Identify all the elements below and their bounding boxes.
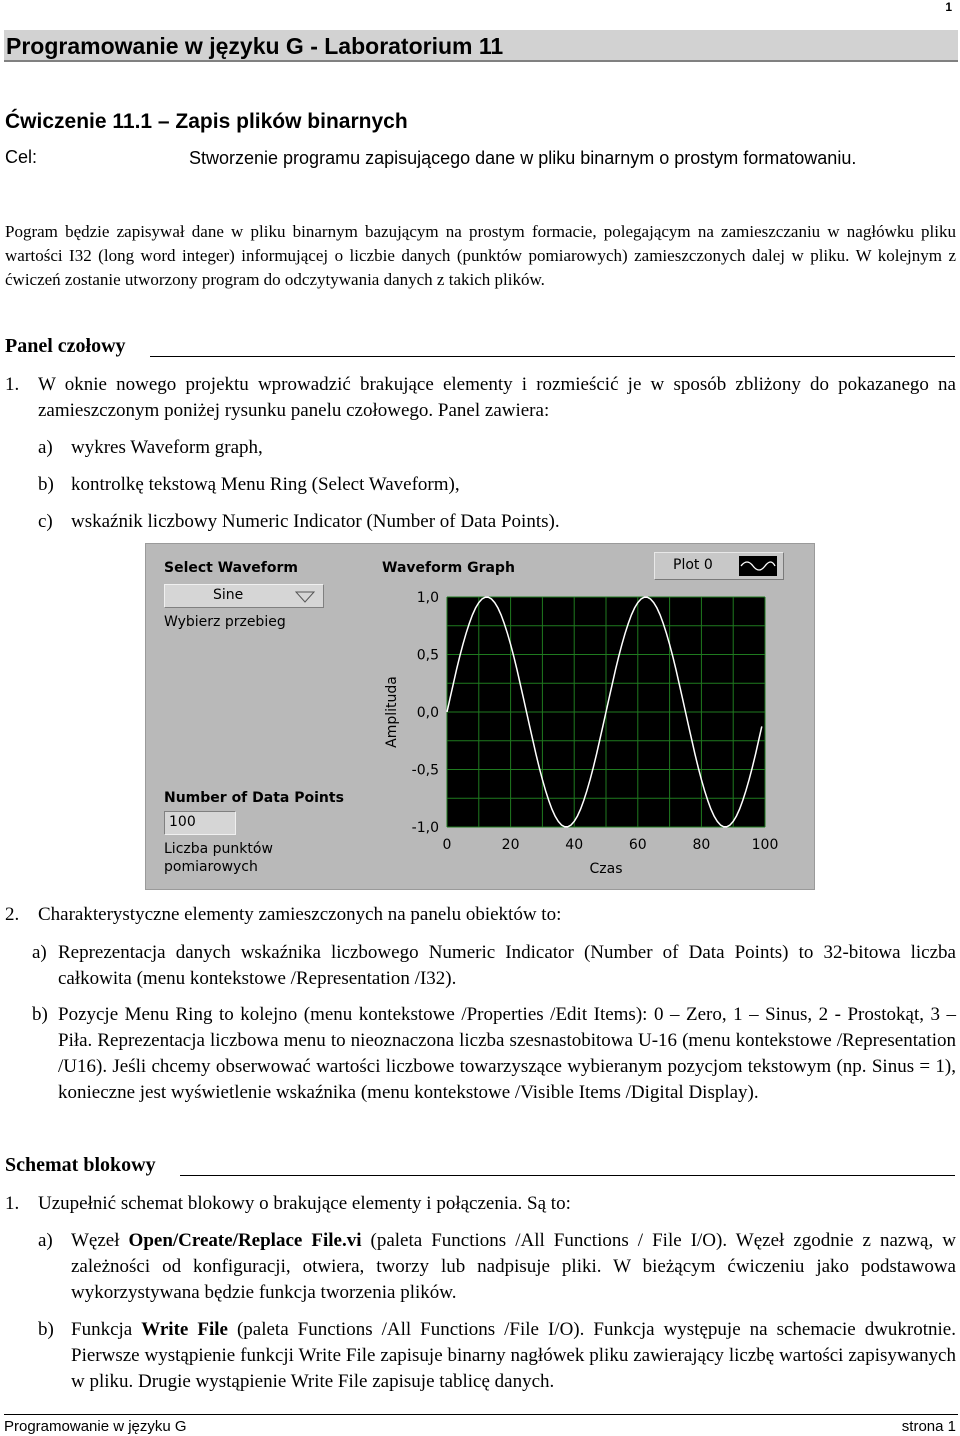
step1-text: W oknie nowego projektu wprowadzić brakujące elementy i rozmieścić je w sposób zbliżony do pokazanego na zamieszczonym poniżej rysunku panelu czołowego. Panel zawiera: <box>38 374 956 421</box>
list-item-label: a) <box>38 1230 53 1251</box>
numpoints-caption-1: Liczba punktów <box>164 841 273 857</box>
y-axis-label: Amplituda <box>384 676 400 748</box>
y-tick-label: -0,5 <box>411 762 439 779</box>
y-tick-label: 0,5 <box>416 647 439 664</box>
x-tick-label: 20 <box>501 837 520 853</box>
y-tick-label: 1,0 <box>416 590 439 606</box>
x-axis-label: Czas <box>589 861 623 877</box>
exercise-heading: Ćwiczenie 11.1 – Zapis plików binarnych <box>5 110 408 133</box>
x-tick-label: 100 <box>751 837 779 853</box>
list-item-label: c) <box>38 511 53 532</box>
list-item-label: b) <box>38 474 54 495</box>
list-item-text: kontrolkę tekstową Menu Ring (Select Waveform), <box>71 474 460 495</box>
list-item-text: Pozycje Menu Ring to kolejno (menu kontekstowe /Properties /Edit Items): 0 – Zero, 1 – Sinus, 2 - Prostokąt, 3 – Piła. Reprezentacja liczbowa menu to nieoznaczona liczba szesnastobitowa U-16 (menu kontekstowe /Representation /U16). Jeśli chcemy obserwować wartości liczbowe towarzyszące wybieranym pozycjom tekstowym (np. Sinus = 1), konieczne jest wyświetlenie wskaźnika (menu kontekstowe /Visible Items /Digital Display). <box>58 1004 956 1103</box>
item-b-pre: Funkcja <box>71 1319 142 1340</box>
list-item-label: b) <box>38 1319 54 1340</box>
y-tick-label: -1,0 <box>411 820 439 836</box>
legend-label: Plot 0 <box>673 557 713 573</box>
item-a-pre: Węzeł <box>71 1230 129 1251</box>
x-tick-label: 40 <box>565 837 584 853</box>
ring-caption: Wybierz przebieg <box>164 614 286 630</box>
x-tick-label: 60 <box>628 837 647 853</box>
list-item-text: wskaźnik liczbowy Numeric Indicator (Number of Data Points). <box>71 511 560 532</box>
list-item-text: wykres Waveform graph, <box>71 437 263 458</box>
waveform-graph-label: Waveform Graph <box>382 560 515 576</box>
waveform-menu-ring[interactable] <box>164 584 324 608</box>
x-tick-label: 0 <box>442 837 452 853</box>
block-diagram-heading-rule <box>180 1175 955 1176</box>
y-tick-label: 0,0 <box>416 705 439 721</box>
step1-number: 1. <box>5 374 20 395</box>
plot-legend[interactable] <box>654 552 784 580</box>
list-item-text: Reprezentacja danych wskaźnika liczbowego Numeric Indicator (Number of Data Points) to 32-bitowa liczba całkowita (menu kontekstowe /Representation /I32). <box>58 942 956 989</box>
list-item-label: a) <box>32 942 47 963</box>
block-diagram-heading: Schemat blokowy <box>5 1154 156 1176</box>
x-tick-label: 80 <box>692 837 711 853</box>
ring-dropdown-icon <box>295 591 315 603</box>
page-title: Programowanie w języku G - Laboratorium 11 <box>6 33 504 59</box>
footer-rule <box>4 1414 958 1415</box>
goal-text: Stworzenie programu zapisującego dane w pliku binarnym o prostym formatowaniu. <box>189 148 857 168</box>
waveform-graph <box>366 580 786 885</box>
item-b-post: (paleta Functions /All Functions /File I/O). Funkcja występuje na schemacie dwukrotnie. Pierwsze wystąpienie funkcji Write File zapisuje binarny nagłówek pliku zawierający liczbę wartości zapisywanych w pliku. Drugie wystąpienie Write File zapisuje tablicę danych. <box>71 1319 956 1392</box>
numpoints-caption-2: pomiarowych <box>164 859 258 875</box>
front-panel-heading: Panel czołowy <box>5 335 126 357</box>
item-b-bold: Write File <box>141 1319 228 1340</box>
list-item-text <box>71 1228 956 1306</box>
list-item-text <box>71 1317 956 1395</box>
numpoints-value: 100 <box>169 814 196 830</box>
front-panel-heading-rule <box>150 356 955 357</box>
numpoints-label: Number of Data Points <box>164 790 344 806</box>
legend-trace-icon <box>739 556 777 576</box>
intro-paragraph: Pogram będzie zapisywał dane w pliku binarnym bazującym na prostym formacie, polegającym na zamieszczaniu w nagłówku pliku wartości I32 (long word integer) informującej o liczbie danych (punktów pomiarowych) zamieszczonych dalej w pliku. W kolejnym z ćwiczeń zostanie utworzony program do odczytywania danych z takich plików. <box>5 222 956 289</box>
footer-right: strona 1 <box>901 1418 956 1435</box>
goal-label: Cel: <box>5 147 38 167</box>
list-item-label: a) <box>38 437 53 458</box>
page-number: 1 <box>945 0 952 14</box>
ring-value: Sine <box>213 587 244 603</box>
step2-number: 2. <box>5 904 20 925</box>
item-a-bold: Open/Create/Replace File.vi <box>128 1230 362 1251</box>
item-a-post: (paleta Functions /All Functions / File I/O). Węzeł zgodnie z nazwą, w zależności od konfiguracji, otwiera, tworzy lub nadpisuje pliki. W bieżącym ćwiczeniu jako podstawowa wykorzystywana będzie funkcja tworzenia plików. <box>71 1230 956 1303</box>
list-item-label: b) <box>32 1004 48 1025</box>
bd-step1-number: 1. <box>5 1193 20 1214</box>
step2-text: Charakterystyczne elementy zamieszczonych na panelu obiektów to: <box>38 904 562 925</box>
numpoints-indicator <box>164 811 236 835</box>
bd-step1-text: Uzupełnić schemat blokowy o brakujące elementy i połączenia. Są to: <box>38 1193 571 1214</box>
select-waveform-label: Select Waveform <box>164 560 298 576</box>
footer-left: Programowanie w języku G <box>4 1418 187 1435</box>
front-panel-figure <box>145 543 815 890</box>
